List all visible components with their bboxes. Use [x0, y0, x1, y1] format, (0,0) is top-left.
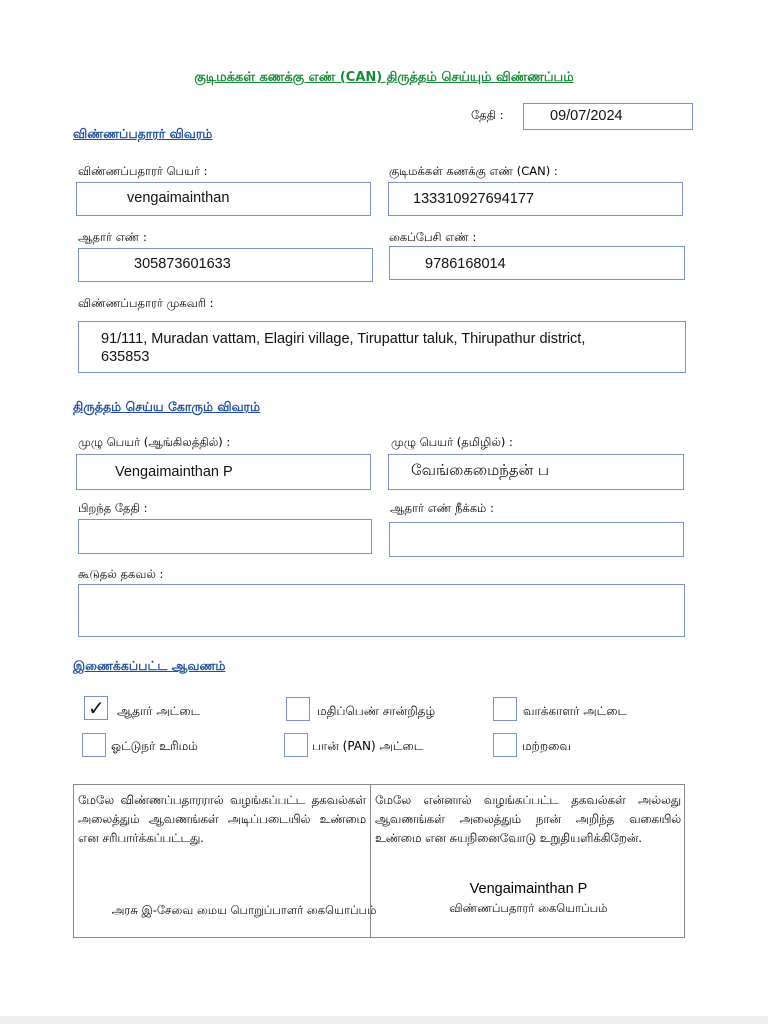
attachment-label-others: மற்றவை — [522, 739, 571, 753]
address-field[interactable] — [78, 321, 686, 373]
applicant-signature-name: Vengaimainthan P — [469, 881, 588, 897]
aadhaar-field[interactable] — [78, 248, 373, 282]
applicant-declaration-text: மேலே என்னால் வழங்கப்பட்ட தகவல்கள் அல்லது ஆவணங்கள் அலைத்தும் நான் அறிந்த வகையில் உண்மை என சுயநினைவோடு உறுதியளிக்கிறேன். — [375, 793, 681, 845]
dob-label: பிறந்த தேதி : — [78, 501, 148, 515]
checkbox-pan-card[interactable] — [284, 733, 308, 757]
date-field[interactable] — [523, 103, 693, 130]
fullname-en-field[interactable] — [76, 454, 371, 490]
checkbox-aadhaar-card[interactable] — [84, 696, 108, 720]
fullname-ta-value: வேங்கைமைந்தன் ப — [411, 461, 550, 479]
checkbox-driving-licence[interactable] — [82, 733, 106, 757]
checkbox-mark-certificate[interactable] — [286, 697, 310, 721]
check-mark-icon: ✓ — [88, 696, 105, 720]
aadhaar-value: 305873601633 — [134, 256, 231, 272]
form-title: குடிமக்கள் கணக்கு எண் (CAN) திருத்தம் செய்யும் விண்ணப்பம் — [194, 70, 574, 85]
dob-field[interactable] — [78, 519, 372, 554]
aadhaar-remove-field[interactable] — [389, 522, 684, 557]
attachment-label-pan-card: பான் (PAN) அட்டை — [312, 739, 424, 753]
e-service-officer-signature-label: அரசு இ-சேவை மைய பொறுப்பாளர் கையொப்பம் — [111, 903, 377, 917]
address-line-2: 635853 — [101, 349, 150, 365]
fullname-ta-label: முழு பெயர் (தமிழில்) : — [391, 435, 513, 449]
extra-info-field[interactable] — [78, 584, 685, 637]
attachment-label-driving-licence: ஓட்டுநர் உரிமம் — [111, 739, 198, 753]
attachment-label-mark-certificate: மதிப்பெண் சான்றிதழ் — [317, 704, 436, 718]
correction-section-title: திருத்தம் செய்ய கோரும் விவரம் — [73, 399, 261, 414]
fullname-en-label: முழு பெயர் (ஆங்கிலத்தில்) : — [78, 435, 231, 449]
aadhaar-remove-label: ஆதார் எண் நீக்கம் : — [390, 501, 494, 515]
can-label: குடிமக்கள் கணக்கு எண் (CAN) : — [389, 164, 558, 178]
extra-info-label: கூடுதல் தகவல் : — [78, 567, 164, 581]
verification-declaration-text: மேலே விண்ணப்பதாரரால் வழங்கப்பட்ட தகவல்கள் அலைத்தும் ஆவணங்கள் அடிப்படையில் உண்மை என சரிபார்க்கப்பட்டது. — [78, 793, 366, 845]
address-label: விண்ணப்பதாரர் முகவரி : — [78, 296, 214, 310]
date-value: 09/07/2024 — [550, 108, 623, 124]
checkbox-others[interactable] — [493, 733, 517, 757]
can-value: 13331092769417​7 — [413, 191, 534, 207]
attachments-section-title: இணைக்கப்பட்ட ஆவணம் — [73, 658, 226, 673]
bottom-edge — [0, 1016, 768, 1024]
attachment-label-aadhaar-card: ஆதார் அட்டை — [117, 704, 201, 718]
aadhaar-label: ஆதார் எண் : — [78, 230, 147, 244]
attachment-label-voter-id: வாக்காளர் அட்டை — [523, 704, 628, 718]
applicant-signature-label: விண்ணப்பதாரர் கையொப்பம் — [449, 901, 608, 915]
can-field[interactable] — [388, 182, 683, 216]
applicant-section-title: விண்ணப்பதாரர் விவரம் — [73, 126, 213, 141]
applicant-name-field[interactable] — [76, 182, 371, 216]
address-line-1: 91/111, Muradan vattam, Elagiri village, Tirupattur taluk, Thirupathur district, — [101, 331, 586, 347]
fullname-ta-field[interactable] — [388, 454, 684, 490]
fullname-en-value: Vengaimainthan P — [115, 464, 233, 480]
applicant-name-value: vengaimainthan — [127, 190, 230, 206]
applicant-name-label: விண்ணப்பதாரர் பெயர் : — [78, 164, 208, 178]
applicant-declaration-box — [370, 784, 685, 938]
mobile-value: 9786168014 — [425, 256, 506, 272]
date-label: தேதி : — [471, 108, 504, 122]
mobile-label: கைப்பேசி எண் : — [389, 230, 477, 244]
mobile-field[interactable] — [389, 246, 685, 280]
verification-declaration-box — [73, 784, 377, 938]
checkbox-voter-id[interactable] — [493, 697, 517, 721]
